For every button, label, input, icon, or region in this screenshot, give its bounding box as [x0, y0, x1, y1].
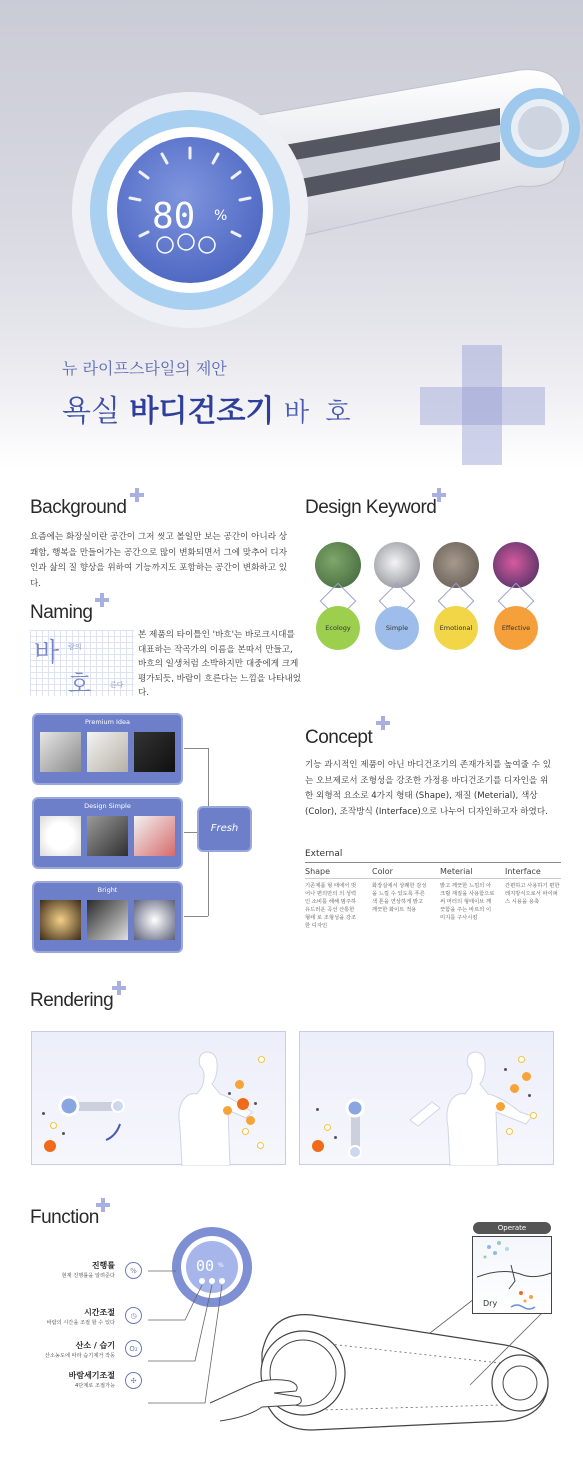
dry-label: Dry [483, 1299, 498, 1308]
operate-inset [472, 1236, 552, 1314]
keyword-ecology: Ecology [316, 606, 360, 650]
keyword-simple: Simple [375, 606, 419, 650]
simple-photo [374, 542, 420, 588]
hero-section [0, 0, 583, 470]
function-display-unit: % [218, 1262, 224, 1269]
mood-premium-idea [32, 713, 183, 785]
external-head: Color [372, 867, 393, 876]
air-dot [242, 1128, 249, 1135]
function-desc: 바람의 시간을 조절 할 수 있다 [46, 1320, 115, 1326]
air-dot [528, 1094, 531, 1097]
mood-photo [40, 900, 81, 940]
naming-text: 본 제품의 타이틀인 '바흐'는 바로크시대를 대표하는 작곡가의 이름을 본따서 만들고, 바흐의 일생처럼 소박하지만 대중에게 크게 평가되듯, 바람이 흐른다는 느낌을 나타내었다. [138, 630, 302, 698]
air-dot [510, 1084, 519, 1093]
connector-line [184, 916, 208, 917]
function-desc: 4단계로 조절가능 [74, 1383, 115, 1389]
plus-icon [376, 716, 390, 730]
mood-photo [87, 900, 128, 940]
air-dot [62, 1132, 65, 1135]
keyword-emotional: Emotional [434, 606, 478, 650]
function-desc: 산소농도에 따라 습기제거 작동 [44, 1353, 115, 1359]
emotional-photo [433, 542, 479, 588]
external-cell: 화장실에서 상쾌한 감성을 느낄 수 있도록 푸른색 톤을 연상하게 밝고 깨끗한 화이트 적용 [372, 883, 427, 913]
air-dot [334, 1136, 337, 1139]
function-name: 산소 / 습기 [75, 1341, 115, 1350]
air-dot [50, 1122, 57, 1129]
connector-line [184, 832, 197, 833]
function-name: 시간조절 [84, 1308, 115, 1317]
air-dot [258, 1056, 265, 1063]
percent-icon: % [125, 1262, 142, 1279]
function-heading: Function [30, 1207, 99, 1228]
external-head: Meterial [440, 867, 473, 876]
connector-line [184, 748, 208, 749]
air-dot [522, 1072, 531, 1081]
plus-icon [432, 488, 446, 502]
mood-photo [134, 732, 175, 772]
mood-photo [134, 900, 175, 940]
air-dot [496, 1102, 505, 1111]
hero-title [62, 386, 354, 430]
rendering-panel-horizontal [31, 1031, 286, 1165]
external-cell: 기존제품 형 태에서 벗어나 편의만의 의 성력인 소비를 해해 범주하 유드러운 곡선 산통한 형태 로 조형성을 강조한 디자인 [305, 883, 357, 929]
function-name: 진행률 [91, 1261, 115, 1270]
air-dot [228, 1092, 231, 1095]
hero-title-name: 바 호 [283, 398, 355, 428]
plus-icon [112, 981, 126, 995]
mood-photo [40, 732, 81, 772]
external-divider [305, 862, 561, 863]
background-heading: Background [30, 497, 127, 518]
air-dot [254, 1102, 257, 1105]
external-cell: 간편하고 사용하기 편한 레지방식으로서 파이퍼 스 시용을 용축 [505, 883, 560, 905]
oxygen-icon: O₂ [125, 1340, 142, 1357]
air-dot [518, 1056, 525, 1063]
rendering-illustration [32, 1032, 287, 1166]
mood-photo [40, 816, 81, 856]
external-cell: 밝고 깨끗한 느낌의 아크릴 재질을 사용함으로써 머터의 형태이브 깨끗함을 주는 바르의 이미지를 구사시킴 [440, 883, 495, 921]
mood-bright [32, 881, 183, 953]
operate-label: Operate [473, 1222, 551, 1234]
air-dot [506, 1128, 513, 1135]
air-dot [223, 1106, 232, 1115]
rendering-panel-vertical [299, 1031, 554, 1165]
effective-photo [493, 542, 539, 588]
air-dot [44, 1140, 56, 1152]
design-keyword-heading: Design Keyword [305, 497, 437, 518]
concept-heading: Concept [305, 727, 373, 748]
hero-display-value: 80 [152, 196, 196, 237]
air-dot [316, 1108, 319, 1111]
air-dot [504, 1068, 507, 1071]
mood-label: Premium Idea [84, 718, 130, 726]
hero-display-unit: % [214, 208, 228, 224]
fresh-label: Fresh [210, 823, 239, 834]
naming-logo-ba: 바 [34, 638, 60, 668]
hero-subtitle: 뉴 라이프스타일의 제안 [62, 359, 227, 378]
air-dot [42, 1112, 45, 1115]
air-dot [237, 1098, 249, 1110]
rendering-illustration [300, 1032, 555, 1166]
naming-logo-ho: 호 [68, 670, 92, 698]
mood-photo [134, 816, 175, 856]
hero-title-main: 바디건조기 [129, 394, 275, 429]
clock-icon: ◷ [125, 1307, 142, 1324]
naming-logo [30, 630, 134, 696]
plus-icon [130, 488, 144, 502]
function-desc: 현재 진행률을 알려준다 [61, 1273, 115, 1279]
plus-icon [96, 1198, 110, 1212]
ecology-photo [315, 542, 361, 588]
mood-photo [87, 816, 128, 856]
mood-label: Bright [97, 886, 118, 894]
external-head: Interface [505, 867, 541, 876]
concept-text: 기능 과시적인 제품이 아닌 바디건조기의 존재가치를 높여줄 수 있는 오브제로서 조형성을 강조한 가정용 바디건조기를 디자인을 위한 외형적 요소로 4가지 형태 (Shape), 재질 (Meterial), 색상 (Color), 조작방식 (Interface)으로 나누어 디자인하고자 하였다. [305, 760, 551, 817]
rendering-heading: Rendering [30, 990, 114, 1011]
air-dot [235, 1080, 244, 1089]
keyword-effective: Effective [494, 606, 538, 650]
mood-photo [87, 732, 128, 772]
plus-icon [95, 593, 109, 607]
fan-icon: ✣ [125, 1372, 142, 1389]
external-head: Shape [305, 867, 331, 876]
air-dot [530, 1112, 537, 1119]
naming-heading: Naming [30, 602, 93, 623]
air-dot [257, 1142, 264, 1149]
air-dot [312, 1140, 324, 1152]
naming-logo-small2: 른다 [110, 681, 124, 689]
fresh-box [197, 806, 252, 852]
background-text: 요즘에는 화장실이란 공간이 그저 씻고 볼일만 보는 공간이 아니라 상쾌함, 행복을 만들어가는 공간으로 많이 변화되면서 그에 맞추어 디자인과 삶의 질 향상을 위하여 기능까지도 포함하는 공간이 변화하고 있다. [30, 532, 288, 589]
external-divider [305, 878, 561, 879]
air-dot [324, 1124, 331, 1131]
function-display-value: 00 [196, 1257, 215, 1275]
hero-title-prefix: 욕실 [62, 394, 120, 429]
function-name: 바람세기조절 [68, 1371, 115, 1380]
naming-logo-small1: 람의 [68, 643, 82, 651]
mood-design-simple [32, 797, 183, 869]
air-dot [246, 1116, 255, 1125]
mood-label: Design Simple [84, 802, 131, 810]
external-title: External [305, 849, 343, 859]
